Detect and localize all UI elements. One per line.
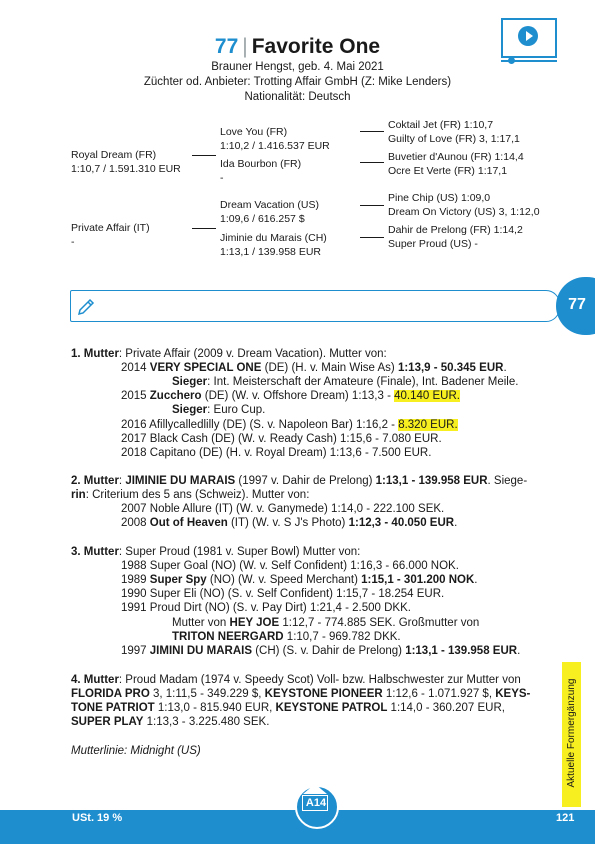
gen3-item: Pine Chip (US) 1:09,0 [388,192,491,204]
badge-roof [303,784,327,794]
offspring-note [172,630,401,644]
offspring-record: 1:15,1 - 301.200 NOK [361,574,475,586]
pedigree-connector [360,237,384,238]
offspring-year: 1989 [121,574,150,586]
offspring-record: 1:13,1 - 139.958 EUR [405,645,518,657]
dam3-heading [71,545,360,559]
offspring-detail: (NO) (W. v. Speed Merchant) [206,574,362,586]
offspring-line [121,573,477,587]
gen3-item: Buvetier d'Aunou (FR) 1:14,4 [388,151,524,163]
offspring-year: 2014 [121,362,150,374]
section-label: 2. Mutter [71,475,119,487]
offspring-line [121,389,460,403]
offspring-year: 2015 [121,390,150,402]
gen2-detail: - [220,172,224,184]
breeder-line: Züchter od. Anbieter: Trotting Affair GmbH (Z: Mike Lenders) [143,76,452,88]
dam-record: 1:13,1 - 139.958 EUR [375,475,488,487]
offspring-detail: 1:12,6 - 1.071.927 $, [382,688,496,700]
pedigree-gen2-item [220,198,319,226]
winner-line [172,403,265,417]
video-progress-dot [508,57,515,64]
offspring-name: KEYSTONE PIONEER [264,688,383,700]
sire-detail: 1:10,7 / 1.591.310 EUR [71,163,181,175]
video-play-icon[interactable] [501,18,557,58]
offspring-record: 1:12,3 - 40.050 EUR [348,517,455,529]
winner-line [172,375,518,389]
offspring-detail: 1:14,0 - 360.207 EUR, [387,702,505,714]
pencil-icon[interactable] [76,297,96,317]
catalog-tab-number: 77 [568,296,586,313]
offspring-line: 1988 Super Goal (NO) (W. v. Self Confident) 1:16,3 - 66.000 NOK. [121,560,459,572]
winner-label: Sieger [172,376,208,388]
offspring-line: 2017 Black Cash (DE) (W. v. Ready Cash) 1:15,6 - 7.080 EUR. [121,433,442,445]
offspring-detail: 2016 Afillycalledlilly (DE) (S. v. Napoleon Bar) 1:16,2 - [121,419,399,431]
vat-label: USt. 19 % [72,812,123,824]
pedigree-connector [192,155,216,156]
section-label: 4. Mutter [71,674,119,686]
note-text: 1:12,7 - 774.885 SEK. Großmutter von [279,617,480,629]
pedigree-connector [360,162,384,163]
offspring-name: TRITON NEERGARD [172,631,284,643]
winner-label: Sieger [172,404,208,416]
offspring-year: 1997 [121,645,150,657]
offspring-name: TONE PATRIOT [71,702,155,714]
section-label: 1. Mutter [71,348,119,360]
gen3-item: Dream On Victory (US) 3, 1:12,0 [388,206,540,218]
side-tab-label: Aktuelle Formergänzung [566,678,577,788]
pedigree-connector [192,228,216,229]
offspring-line: 1990 Super Eli (NO) (S. v. Self Confident) 1:15,7 - 18.254 EUR. [121,588,445,600]
offspring-detail: 1:13,0 - 815.940 EUR, [154,702,276,714]
offspring-line: 2007 Noble Allure (IT) (W. v. Ganymede) 1:14,0 - 222.100 SEK. [121,503,445,515]
horse-name: Favorite One [251,35,381,58]
pedigree-sire [71,148,181,176]
pedigree-gen3-pair [388,118,520,146]
punctuation: : [118,475,126,487]
gen3-item: Dahir de Prelong (FR) 1:14,2 [388,224,523,236]
offspring-detail: (IT) (W. v. S J's Photo) [227,517,349,529]
gen2-detail: 1:13,1 / 139.958 EUR [220,246,321,258]
offspring-detail: 3, 1:11,5 - 349.229 $, [149,688,265,700]
dam4-text [71,715,269,729]
dam-detail: - [71,236,75,248]
offspring-line [121,418,458,432]
punctuation: . [503,362,507,374]
title-separator: | [242,35,248,58]
gen3-item: Coktail Jet (FR) 1:10,7 [388,119,494,131]
gen2-detail: 1:09,6 / 616.257 $ [220,213,305,225]
nationality-line: Nationalität: Deutsch [244,91,351,103]
pedigree-gen2-item [220,157,301,185]
offspring-name: Zucchero [149,390,202,402]
pedigree-gen3-pair [388,223,523,251]
offspring-note [172,616,479,630]
offspring-line [121,361,507,375]
section-label: 3. Mutter [71,546,119,558]
pedigree-gen2-item [220,231,327,259]
offspring-line [121,644,520,658]
offspring-detail: (CH) (S. v. Dahir de Prelong) [252,645,406,657]
mother-line: Mutterlinie: Midnight (US) [71,745,201,757]
offspring-name: KEYSTONE PATROL [275,702,388,714]
notes-field[interactable] [70,290,560,322]
offspring-name: VERY SPECIAL ONE [149,362,262,374]
section-intro: : Criterium des 5 ans (Schweiz). Mutter von: [85,489,310,501]
highlighted-earnings: 40.140 EUR. [394,390,460,402]
dam4-text [71,687,530,701]
pedigree-gen3-pair [388,191,540,219]
gen2-detail: 1:10,2 / 1.416.537 EUR [220,140,330,152]
winner-races: : Euro Cup. [207,404,266,416]
offspring-name: Out of Heaven [149,517,228,529]
dam1-heading [71,347,387,361]
offspring-name: KEYS- [495,688,531,700]
pedigree-dam [71,221,150,249]
gen3-item: Ocre Et Verte (FR) 1:17,1 [388,165,508,177]
offspring-year: 2008 [121,517,150,529]
punctuation: . [454,517,458,529]
gen2-name: Jiminie du Marais (CH) [220,232,327,244]
gen3-item: Guilty of Love (FR) 3, 1:17,1 [388,133,520,145]
gen2-name: Love You (FR) [220,126,288,138]
offspring-detail: (DE) (H. v. Main Wise As) [261,362,398,374]
offspring-detail: 1:13,3 - 3.225.480 SEK. [143,716,270,728]
dam-name: JIMINIE DU MARAIS [125,475,236,487]
punctuation: . [474,574,478,586]
highlighted-earnings: 8.320 EUR. [398,419,458,431]
dam-detail: (1997 v. Dahir de Prelong) [235,475,376,487]
pedigree-gen3-pair [388,150,524,178]
section-intro: . Siege- [487,475,528,487]
dam-name: Private Affair (IT) [71,222,150,234]
winner-races: : Int. Meisterschaft der Amateure (Finale), Int. Badener Meile. [207,376,519,388]
offspring-name: SUPER PLAY [71,716,144,728]
badge-label: A14 [305,797,327,809]
dam4-text [71,701,505,715]
offspring-name: HEY JOE [229,617,280,629]
offspring-line [121,516,457,530]
pedigree-connector [360,205,384,206]
offspring-record: 1:13,9 - 50.345 EUR [397,362,504,374]
play-triangle [526,31,533,41]
offspring-name: JIMINI DU MARAIS [149,645,253,657]
punctuation: . [517,645,521,657]
dam2-heading-cont [71,488,309,502]
pedigree-gen2-item [220,125,330,153]
section-intro: : Proud Madam (1974 v. Speedy Scot) Voll- bzw. Halbschwester zur Mutter von [118,674,521,686]
page-number: 121 [556,812,575,824]
note-text: 1:10,7 - 969.782 DKK. [283,631,401,643]
dam4-heading [71,673,521,687]
winner-label: rin [71,489,86,501]
note-text: Mutter von [172,617,230,629]
gen3-item: Super Proud (US) - [388,238,478,250]
offspring-line: 2018 Capitano (DE) (H. v. Royal Dream) 1:13,6 - 7.500 EUR. [121,447,432,459]
pedigree-connector [360,131,384,132]
section-intro: : Super Proud (1981 v. Super Bowl) Mutter von: [118,546,361,558]
dam2-heading [71,474,527,488]
sire-name: Royal Dream (FR) [71,149,157,161]
catalog-number: 77 [214,35,239,58]
gen2-name: Dream Vacation (US) [220,199,320,211]
gen2-name: Ida Bourbon (FR) [220,158,302,170]
section-intro: : Private Affair (2009 v. Dream Vacation). Mutter von: [118,348,387,360]
offspring-line: 1991 Proud Dirt (NO) (S. v. Pay Dirt) 1:21,4 - 2.500 DKK. [121,602,411,614]
horse-description: Brauner Hengst, geb. 4. Mai 2021 [211,61,384,73]
offspring-name: FLORIDA PRO [71,688,150,700]
offspring-detail: (DE) (W. v. Offshore Dream) 1:13,3 - [201,390,395,402]
offspring-name: Super Spy [149,574,207,586]
